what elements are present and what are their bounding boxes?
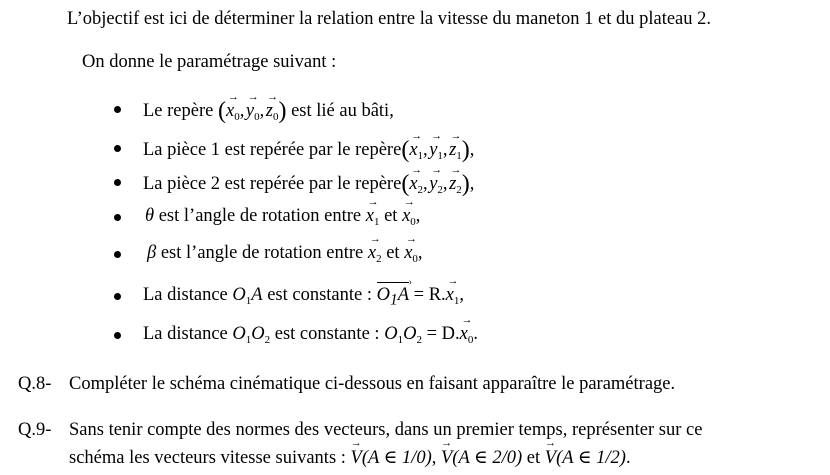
bullet-5 bbox=[114, 251, 121, 258]
q8-label: Q.8- bbox=[18, 374, 52, 394]
bullet-1 bbox=[114, 106, 121, 113]
q9-line2: schéma les vecteurs vitesse suivants : → V(A ∈ 1/0), → V(A ∈ 2/0) et → V(A ∈ 1/2). bbox=[69, 437, 631, 468]
item-frame-0: Le repère ( → $x_0$, → $y_0$, → $z_0$) est lié au bâti, bbox=[143, 91, 394, 124]
bullet-6 bbox=[114, 293, 121, 300]
q9-label: Q.9- bbox=[18, 420, 52, 440]
item-theta: θ est l’angle de rotation entre → $x_1$ et → $x_0$, bbox=[145, 196, 421, 228]
q8-text: Compléter le schéma cinématique ci-dessous en faisant apparaître le paramétrage. bbox=[69, 374, 676, 394]
item-frame-1: La pièce 1 est repérée par le repère( → $x_1$, → $y_1$, → $z_1$), bbox=[143, 130, 475, 163]
intro-text: L’objectif est ici de déterminer la relation entre la vitesse du maneton 1 et du plateau 2. bbox=[67, 9, 712, 29]
bullet-4 bbox=[114, 214, 121, 221]
bullet-3 bbox=[114, 179, 121, 186]
q9-line1: Sans tenir compte des normes des vecteurs, dans un premier temps, représenter sur ce bbox=[69, 420, 703, 440]
bullet-7 bbox=[114, 332, 121, 339]
item-beta: β est l’angle de rotation entre → $x_2$ et → $x_0$, bbox=[147, 233, 423, 265]
item-distance-o1o2: La distance $O_1O_2$ est constante : $O_1O_2 = D$. → $x_0$. bbox=[143, 314, 478, 346]
item-distance-o1a: La distance $O_1A$ est constante : $O_1A$ › = R. → $x_1$, bbox=[143, 275, 465, 309]
lead-text: On donne le paramétrage suivant : bbox=[82, 52, 337, 72]
bullet-2 bbox=[114, 145, 121, 152]
item-frame-2: La pièce 2 est repérée par le repère( → $x_2$, → $y_2$, → $z_2$), bbox=[143, 164, 475, 197]
